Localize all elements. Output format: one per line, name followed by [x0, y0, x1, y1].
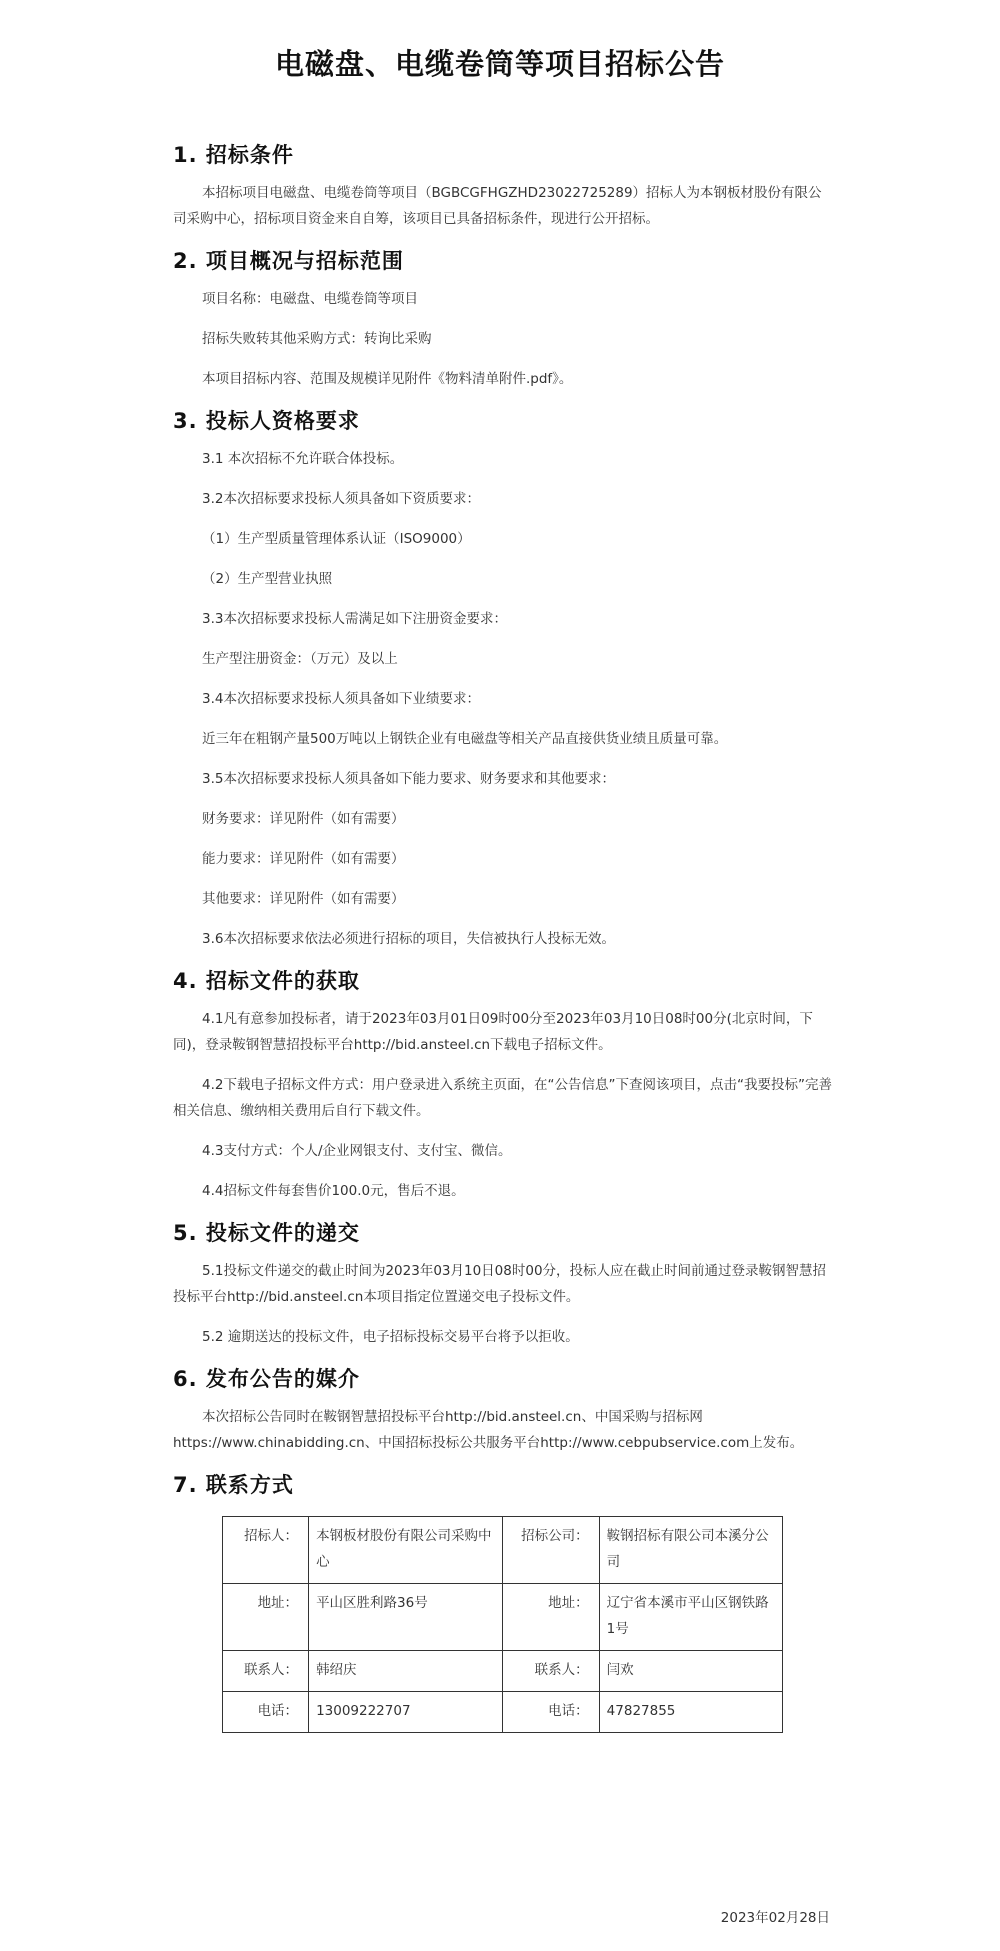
section-contact: [173, 1470, 833, 1733]
table-row: [223, 1584, 783, 1651]
table-value: 辽宁省本溪市平山区钢铁路1号: [599, 1584, 782, 1651]
table-row: [223, 1692, 783, 1733]
table-label: 联系人：: [503, 1651, 599, 1692]
section-submission: [173, 1218, 833, 1350]
table-label: 电话：: [503, 1692, 599, 1733]
section-bidder-qualifications: [173, 406, 833, 952]
table-label: 地址：: [503, 1584, 599, 1651]
table-value: 韩绍庆: [309, 1651, 503, 1692]
section-heading: 6. 发布公告的媒介: [173, 1367, 360, 1391]
paragraph: 生产型注册资金：（万元）及以上: [202, 651, 398, 667]
paragraph: 本项目招标内容、范围及规模详见附件《物料清单附件.pdf》。: [202, 371, 573, 387]
paragraph: 项目名称：电磁盘、电缆卷筒等项目: [202, 291, 418, 307]
paragraph: （1）生产型质量管理体系认证（ISO9000）: [202, 531, 471, 547]
section-obtain-documents: [173, 966, 833, 1204]
table-value: 闫欢: [599, 1651, 782, 1692]
table-label: 联系人：: [223, 1651, 309, 1692]
section-heading: 4. 招标文件的获取: [173, 969, 360, 993]
paragraph: 3.3本次招标要求投标人需满足如下注册资金要求：: [202, 611, 507, 627]
paragraph: 4.2下载电子招标文件方式：用户登录进入系统主页面，在“公告信息”下查阅该项目，点击“我要投标”完善相关信息、缴纳相关费用后自行下载文件。: [173, 1077, 832, 1119]
paragraph: 招标失败转其他采购方式：转询比采购: [202, 331, 432, 347]
table-row: [223, 1651, 783, 1692]
paragraph: 5.2 逾期送达的投标文件，电子招标投标交易平台将予以拒收。: [202, 1329, 579, 1345]
table-value: 鞍钢招标有限公司本溪分公司: [599, 1517, 782, 1584]
paragraph: 4.3支付方式：个人/企业网银支付、支付宝、微信。: [202, 1143, 512, 1159]
paragraph: 4.1凡有意参加投标者，请于2023年03月01日09时00分至2023年03月10日08时00分(北京时间，下同)，登录鞍钢智慧招投标平台http://bid.ansteel.cn下载电子招标文件。: [173, 1011, 813, 1053]
page-title: 电磁盘、电缆卷筒等项目招标公告: [274, 47, 725, 81]
section-bid-conditions: [173, 140, 833, 232]
section-heading: 7. 联系方式: [173, 1473, 294, 1497]
section-heading: 2. 项目概况与招标范围: [173, 249, 404, 273]
paragraph: 3.2本次招标要求投标人须具备如下资质要求：: [202, 491, 480, 507]
paragraph: 其他要求：详见附件（如有需要）: [202, 891, 405, 907]
section-heading: 5. 投标文件的递交: [173, 1221, 360, 1245]
table-value: 平山区胜利路36号: [309, 1584, 503, 1651]
announcement-body: [173, 140, 833, 1741]
paragraph: 本招标项目电磁盘、电缆卷筒等项目（BGBCGFHGZHD23022725289）招标人为本钢板材股份有限公司采购中心，招标项目资金来自自筹，该项目已具备招标条件，现进行公开招标。: [173, 185, 822, 227]
table-value: 本钢板材股份有限公司采购中心: [309, 1517, 503, 1584]
paragraph: 3.6本次招标要求依法必须进行招标的项目，失信被执行人投标无效。: [202, 931, 615, 947]
section-project-overview: [173, 246, 833, 392]
paragraph: 4.4招标文件每套售价100.0元，售后不退。: [202, 1183, 465, 1199]
announcement-date: 2023年02月28日: [720, 1910, 830, 1926]
paragraph: 近三年在粗钢产量500万吨以上钢铁企业有电磁盘等相关产品直接供货业绩且质量可靠。: [202, 731, 728, 747]
paragraph: 5.1投标文件递交的截止时间为2023年03月10日08时00分，投标人应在截止时间前通过登录鞍钢智慧招投标平台http://bid.ansteel.cn本项目指定位置递交电子投标文件。: [173, 1263, 827, 1305]
table-label: 电话：: [223, 1692, 309, 1733]
paragraph: 本次招标公告同时在鞍钢智慧招投标平台http://bid.ansteel.cn、中国采购与招标网https://www.chinabidding.cn、中国招标投标公共服务平台http://www.cebpubservice.com上发布。: [173, 1409, 804, 1451]
table-value: 13009222707: [309, 1692, 503, 1733]
section-heading: 1. 招标条件: [173, 143, 294, 167]
table-row: [223, 1517, 783, 1584]
paragraph: 3.5本次招标要求投标人须具备如下能力要求、财务要求和其他要求：: [202, 771, 615, 787]
section-heading: 3. 投标人资格要求: [173, 409, 360, 433]
table-label: 地址：: [223, 1584, 309, 1651]
section-publication-media: [173, 1364, 833, 1456]
paragraph: 3.4本次招标要求投标人须具备如下业绩要求：: [202, 691, 480, 707]
table-value: 47827855: [599, 1692, 782, 1733]
contact-table: [222, 1516, 783, 1733]
table-label: 招标公司：: [503, 1517, 599, 1584]
paragraph: 财务要求：详见附件（如有需要）: [202, 811, 405, 827]
paragraph: 3.1 本次招标不允许联合体投标。: [202, 451, 404, 467]
paragraph: 能力要求：详见附件（如有需要）: [202, 851, 405, 867]
paragraph: （2）生产型营业执照: [202, 571, 333, 587]
contact-table-wrap: [222, 1516, 833, 1733]
table-label: 招标人：: [223, 1517, 309, 1584]
